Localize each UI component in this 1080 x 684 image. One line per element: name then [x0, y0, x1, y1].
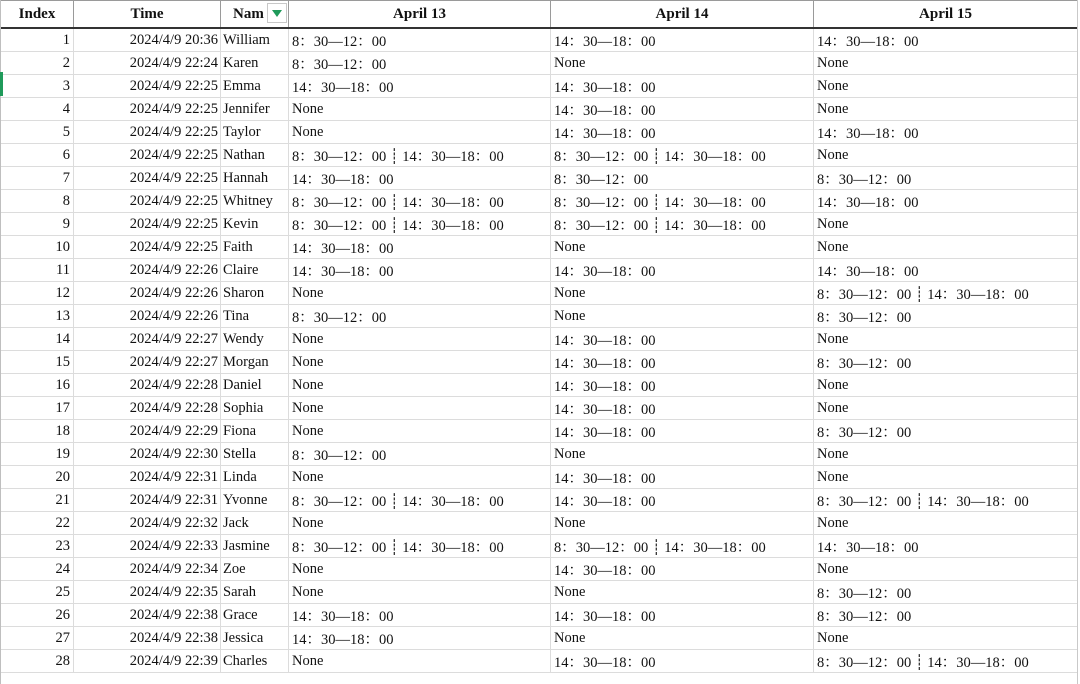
cell-april-14[interactable]: 14：30—18：00: [551, 75, 814, 98]
cell-april-15[interactable]: 8：30—12：00 ┊ 14：30—18：00: [814, 650, 1078, 673]
cell-index[interactable]: 24: [1, 558, 74, 581]
table-row: [1, 144, 1078, 167]
cell-april-13[interactable]: 14：30—18：00: [289, 259, 551, 282]
cell-april-15[interactable]: None: [814, 512, 1078, 535]
cell-april-15[interactable]: 8：30—12：00: [814, 581, 1078, 604]
cell-time[interactable]: 2024/4/9 22:31: [74, 466, 221, 489]
cell-april-13[interactable]: None: [289, 98, 551, 121]
cell-index[interactable]: 2: [1, 52, 74, 75]
cell-name[interactable]: Zoe: [221, 558, 289, 581]
header-name-label: Nam: [233, 5, 264, 22]
cell-time[interactable]: 2024/4/9 22:38: [74, 604, 221, 627]
cell-april-14[interactable]: 14：30—18：00: [551, 374, 814, 397]
cell-april-15[interactable]: None: [814, 558, 1078, 581]
cell-time[interactable]: 2024/4/9 22:25: [74, 236, 221, 259]
sheet-right-edge: [1077, 0, 1078, 684]
cell-time[interactable]: 2024/4/9 22:27: [74, 328, 221, 351]
cell-index[interactable]: 28: [1, 650, 74, 673]
cell-april-13[interactable]: 8：30—12：00 ┊ 14：30—18：00: [289, 213, 551, 236]
cell-april-15[interactable]: 8：30—12：00: [814, 420, 1078, 443]
cell-time[interactable]: 2024/4/9 22:32: [74, 512, 221, 535]
cell-time[interactable]: 2024/4/9 22:28: [74, 397, 221, 420]
cell-april-13[interactable]: None: [289, 466, 551, 489]
cell-april-14[interactable]: None: [551, 512, 814, 535]
cell-name[interactable]: Claire: [221, 259, 289, 282]
header-april-13[interactable]: April 13: [289, 1, 551, 29]
cell-index[interactable]: 9: [1, 213, 74, 236]
cell-april-13[interactable]: None: [289, 581, 551, 604]
cell-april-14[interactable]: 14：30—18：00: [551, 466, 814, 489]
cell-april-15[interactable]: 14：30—18：00: [814, 121, 1078, 144]
cell-index[interactable]: 14: [1, 328, 74, 351]
cell-name[interactable]: Linda: [221, 466, 289, 489]
cell-name[interactable]: Faith: [221, 236, 289, 259]
cell-name[interactable]: Stella: [221, 443, 289, 466]
cell-april-15[interactable]: 8：30—12：00: [814, 351, 1078, 374]
cell-april-15[interactable]: None: [814, 213, 1078, 236]
cell-april-15[interactable]: 8：30—12：00 ┊ 14：30—18：00: [814, 489, 1078, 512]
cell-index[interactable]: 23: [1, 535, 74, 558]
cell-time[interactable]: 2024/4/9 22:34: [74, 558, 221, 581]
cell-april-14[interactable]: None: [551, 627, 814, 650]
cell-april-14[interactable]: 8：30—12：00: [551, 167, 814, 190]
cell-time[interactable]: 2024/4/9 22:39: [74, 650, 221, 673]
table-row: [1, 28, 1078, 52]
table-row: [1, 351, 1078, 374]
table-row: [1, 190, 1078, 213]
table-row: [1, 627, 1078, 650]
cell-april-15[interactable]: None: [814, 98, 1078, 121]
cell-index[interactable]: 8: [1, 190, 74, 213]
cell-april-13[interactable]: None: [289, 328, 551, 351]
cell-april-13[interactable]: 8：30—12：00: [289, 305, 551, 328]
cell-april-13[interactable]: 14：30—18：00: [289, 167, 551, 190]
cell-april-14[interactable]: 14：30—18：00: [551, 328, 814, 351]
cell-april-15[interactable]: 14：30—18：00: [814, 28, 1078, 52]
table-row: [1, 305, 1078, 328]
cell-april-15[interactable]: 14：30—18：00: [814, 535, 1078, 558]
cell-name[interactable]: Tina: [221, 305, 289, 328]
cell-time[interactable]: 2024/4/9 22:25: [74, 121, 221, 144]
cell-april-14[interactable]: 14：30—18：00: [551, 98, 814, 121]
cell-index[interactable]: 15: [1, 351, 74, 374]
cell-index[interactable]: 3: [1, 75, 74, 98]
cell-april-13[interactable]: 8：30—12：00: [289, 52, 551, 75]
cell-time[interactable]: 2024/4/9 22:25: [74, 190, 221, 213]
header-april-15[interactable]: April 15: [814, 1, 1078, 29]
cell-time[interactable]: 2024/4/9 22:38: [74, 627, 221, 650]
cell-april-15[interactable]: None: [814, 466, 1078, 489]
table-row: [1, 558, 1078, 581]
table-row: [1, 213, 1078, 236]
header-index[interactable]: Index: [1, 1, 74, 29]
cell-april-14[interactable]: 14：30—18：00: [551, 489, 814, 512]
header-time[interactable]: Time: [74, 1, 221, 29]
table-row: [1, 121, 1078, 144]
cell-april-14[interactable]: 14：30—18：00: [551, 397, 814, 420]
cell-name[interactable]: Kevin: [221, 213, 289, 236]
cell-april-13[interactable]: 14：30—18：00: [289, 236, 551, 259]
cell-index[interactable]: 11: [1, 259, 74, 282]
header-april-14[interactable]: April 14: [551, 1, 814, 29]
cell-april-14[interactable]: 14：30—18：00: [551, 558, 814, 581]
cell-april-14[interactable]: 14：30—18：00: [551, 650, 814, 673]
cell-april-13[interactable]: 8：30—12：00 ┊ 14：30—18：00: [289, 535, 551, 558]
cell-name[interactable]: Charles: [221, 650, 289, 673]
table-row: [1, 604, 1078, 627]
table-row: [1, 466, 1078, 489]
cell-april-14[interactable]: 14：30—18：00: [551, 28, 814, 52]
cell-time[interactable]: 2024/4/9 22:25: [74, 144, 221, 167]
cell-time[interactable]: 2024/4/9 22:31: [74, 489, 221, 512]
cell-index[interactable]: 18: [1, 420, 74, 443]
cell-time[interactable]: 2024/4/9 22:29: [74, 420, 221, 443]
table-row: [1, 512, 1078, 535]
cell-april-14[interactable]: None: [551, 52, 814, 75]
filter-dropdown-icon[interactable]: [267, 3, 287, 23]
cell-index[interactable]: 4: [1, 98, 74, 121]
cell-april-14[interactable]: 14：30—18：00: [551, 259, 814, 282]
cell-index[interactable]: 5: [1, 121, 74, 144]
table-row: [1, 52, 1078, 75]
cell-name[interactable]: Wendy: [221, 328, 289, 351]
cell-time[interactable]: 2024/4/9 22:33: [74, 535, 221, 558]
cell-name[interactable]: Grace: [221, 604, 289, 627]
cell-name[interactable]: Yvonne: [221, 489, 289, 512]
cell-april-13[interactable]: 14：30—18：00: [289, 604, 551, 627]
cell-name[interactable]: Morgan: [221, 351, 289, 374]
cell-april-14[interactable]: None: [551, 282, 814, 305]
cell-time[interactable]: 2024/4/9 20:36: [74, 28, 221, 52]
cell-index[interactable]: 10: [1, 236, 74, 259]
cell-name[interactable]: Jessica: [221, 627, 289, 650]
cell-april-15[interactable]: 14：30—18：00: [814, 190, 1078, 213]
cell-april-13[interactable]: None: [289, 351, 551, 374]
cell-april-13[interactable]: 14：30—18：00: [289, 627, 551, 650]
cell-name[interactable]: Sarah: [221, 581, 289, 604]
cell-april-13[interactable]: None: [289, 397, 551, 420]
cell-april-14[interactable]: 8：30—12：00 ┊ 14：30—18：00: [551, 535, 814, 558]
cell-april-13[interactable]: 14：30—18：00: [289, 75, 551, 98]
cell-index[interactable]: 21: [1, 489, 74, 512]
cell-april-15[interactable]: 14：30—18：00: [814, 259, 1078, 282]
cell-april-15[interactable]: None: [814, 75, 1078, 98]
cell-index[interactable]: 7: [1, 167, 74, 190]
cell-april-15[interactable]: None: [814, 374, 1078, 397]
table-row: [1, 167, 1078, 190]
cell-index[interactable]: 22: [1, 512, 74, 535]
cell-april-15[interactable]: None: [814, 144, 1078, 167]
table-row: [1, 374, 1078, 397]
cell-april-13[interactable]: 8：30—12：00 ┊ 14：30—18：00: [289, 489, 551, 512]
cell-name[interactable]: Sharon: [221, 282, 289, 305]
cell-april-15[interactable]: 8：30—12：00: [814, 305, 1078, 328]
cell-april-14[interactable]: None: [551, 305, 814, 328]
cell-name[interactable]: William: [221, 28, 289, 52]
cell-april-15[interactable]: None: [814, 443, 1078, 466]
cell-april-15[interactable]: None: [814, 328, 1078, 351]
cell-april-15[interactable]: 8：30—12：00: [814, 167, 1078, 190]
cell-time[interactable]: 2024/4/9 22:24: [74, 52, 221, 75]
table-row: [1, 98, 1078, 121]
cell-time[interactable]: 2024/4/9 22:35: [74, 581, 221, 604]
cell-april-14[interactable]: 8：30—12：00 ┊ 14：30—18：00: [551, 190, 814, 213]
cell-april-13[interactable]: None: [289, 650, 551, 673]
table-row: [1, 650, 1078, 673]
cell-index[interactable]: 12: [1, 282, 74, 305]
cell-april-15[interactable]: 8：30—12：00 ┊ 14：30—18：00: [814, 282, 1078, 305]
table-row: [1, 259, 1078, 282]
table-row: [1, 489, 1078, 512]
cell-april-14[interactable]: None: [551, 443, 814, 466]
cell-april-13[interactable]: None: [289, 420, 551, 443]
cell-april-14[interactable]: 8：30—12：00 ┊ 14：30—18：00: [551, 144, 814, 167]
table-row: [1, 581, 1078, 604]
cell-index[interactable]: 19: [1, 443, 74, 466]
cell-time[interactable]: 2024/4/9 22:25: [74, 75, 221, 98]
table-row: [1, 282, 1078, 305]
cell-index[interactable]: 27: [1, 627, 74, 650]
cell-name[interactable]: Fiona: [221, 420, 289, 443]
cell-time[interactable]: 2024/4/9 22:26: [74, 259, 221, 282]
cell-april-13[interactable]: None: [289, 558, 551, 581]
cell-index[interactable]: 6: [1, 144, 74, 167]
cell-april-14[interactable]: None: [551, 236, 814, 259]
cell-name[interactable]: Jasmine: [221, 535, 289, 558]
cell-april-13[interactable]: None: [289, 121, 551, 144]
cell-april-14[interactable]: 14：30—18：00: [551, 351, 814, 374]
cell-name[interactable]: Whitney: [221, 190, 289, 213]
cell-april-13[interactable]: 8：30—12：00 ┊ 14：30—18：00: [289, 190, 551, 213]
table-row: [1, 397, 1078, 420]
cell-time[interactable]: 2024/4/9 22:26: [74, 282, 221, 305]
cell-april-14[interactable]: 14：30—18：00: [551, 604, 814, 627]
cell-name[interactable]: Taylor: [221, 121, 289, 144]
cell-name[interactable]: Emma: [221, 75, 289, 98]
cell-april-14[interactable]: None: [551, 581, 814, 604]
cell-april-15[interactable]: None: [814, 52, 1078, 75]
cell-time[interactable]: 2024/4/9 22:25: [74, 167, 221, 190]
table-row: [1, 443, 1078, 466]
table-row: [1, 236, 1078, 259]
table-row: [1, 75, 1078, 98]
cell-index[interactable]: 16: [1, 374, 74, 397]
cell-time[interactable]: 2024/4/9 22:27: [74, 351, 221, 374]
cell-april-13[interactable]: 8：30—12：00 ┊ 14：30—18：00: [289, 144, 551, 167]
cell-april-14[interactable]: 14：30—18：00: [551, 121, 814, 144]
cell-name[interactable]: Nathan: [221, 144, 289, 167]
table-row: [1, 535, 1078, 558]
cell-name[interactable]: Karen: [221, 52, 289, 75]
cell-april-13[interactable]: 8：30—12：00: [289, 28, 551, 52]
cell-index[interactable]: 26: [1, 604, 74, 627]
cell-april-14[interactable]: 14：30—18：00: [551, 420, 814, 443]
header-name[interactable]: [221, 1, 289, 29]
cell-index[interactable]: 17: [1, 397, 74, 420]
cell-name[interactable]: Hannah: [221, 167, 289, 190]
cell-april-15[interactable]: None: [814, 627, 1078, 650]
cell-april-13[interactable]: 8：30—12：00: [289, 443, 551, 466]
cell-name[interactable]: Daniel: [221, 374, 289, 397]
cell-april-13[interactable]: None: [289, 512, 551, 535]
cell-april-15[interactable]: 8：30—12：00: [814, 604, 1078, 627]
cell-index[interactable]: 1: [1, 28, 74, 52]
cell-name[interactable]: Jack: [221, 512, 289, 535]
cell-name[interactable]: Jennifer: [221, 98, 289, 121]
table-row: [1, 420, 1078, 443]
cell-time[interactable]: 2024/4/9 22:30: [74, 443, 221, 466]
cell-april-15[interactable]: None: [814, 397, 1078, 420]
cell-april-13[interactable]: None: [289, 282, 551, 305]
table-row: [1, 328, 1078, 351]
active-row-marker: [0, 72, 3, 96]
cell-april-13[interactable]: None: [289, 374, 551, 397]
cell-index[interactable]: 25: [1, 581, 74, 604]
cell-index[interactable]: 20: [1, 466, 74, 489]
cell-time[interactable]: 2024/4/9 22:28: [74, 374, 221, 397]
cell-time[interactable]: 2024/4/9 22:25: [74, 213, 221, 236]
header-row: [1, 1, 1078, 29]
sheet-left-edge: [0, 0, 1, 684]
cell-time[interactable]: 2024/4/9 22:25: [74, 98, 221, 121]
cell-april-15[interactable]: None: [814, 236, 1078, 259]
cell-april-14[interactable]: 8：30—12：00 ┊ 14：30—18：00: [551, 213, 814, 236]
cell-time[interactable]: 2024/4/9 22:26: [74, 305, 221, 328]
cell-name[interactable]: Sophia: [221, 397, 289, 420]
cell-index[interactable]: 13: [1, 305, 74, 328]
